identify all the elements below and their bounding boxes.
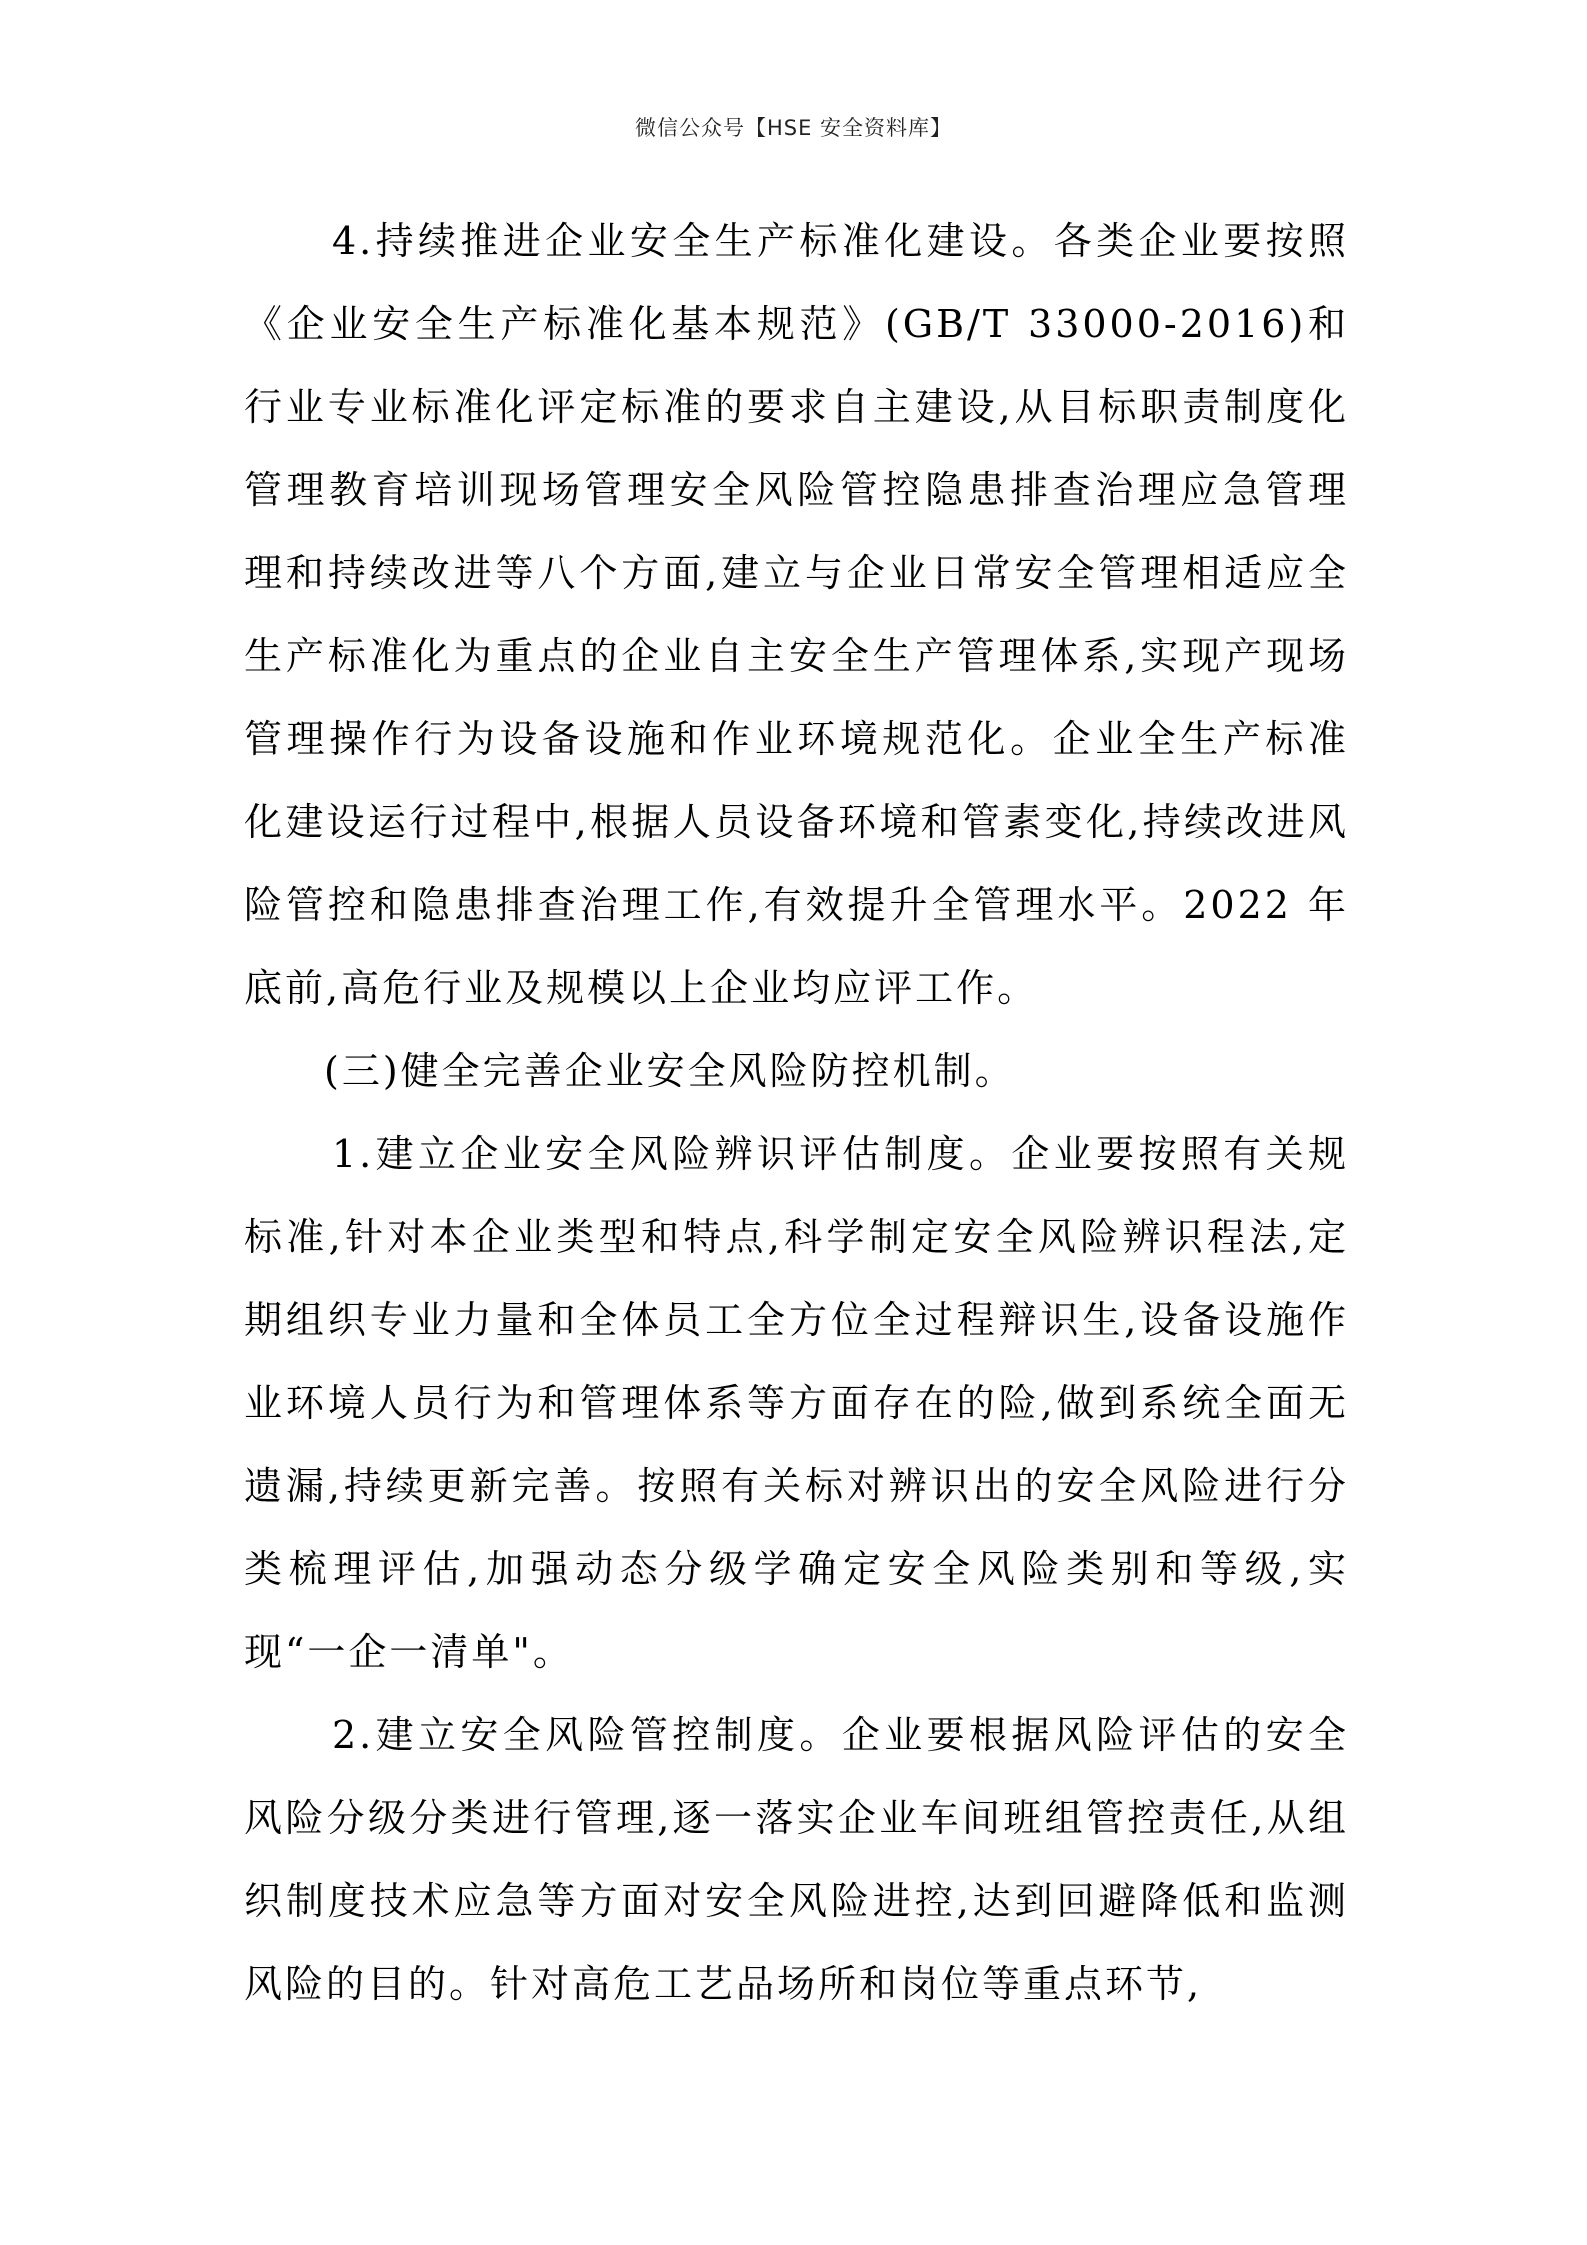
document-body — [244, 200, 1349, 2026]
paragraph-risk-identification: 1.建立企业安全风险辨识评估制度。企业要按照有关规标准,针对本企业类型和特点,科学制定安全风险辨识程法,定期组织专业力量和全体员工全方位全过程辩识生,设备设施作业环境人员行为和管理体系等方面存在的险,做到系统全面无遗漏,持续更新完善。按照有关标对辨识出的安全风险进行分类梳理评估,加强动态分级学确定安全风险类别和等级,实现“一企一清单"。 — [244, 1132, 1349, 1674]
paragraph-standardization: 4.持续推进企业安全生产标准化建设。各类企业要按照《企业安全生产标准化基本规范》(GB/T 33000-2016)和行业专业标准化评定标准的要求自主建设,从目标职责制度化管理教育培训现场管理安全风险管控隐患排查治理应急管理理和持续改进等八个方面,建立与企业日常安全管理相适应全生产标准化为重点的企业自主安全生产管理体系,实现产现场管理操作行为设备设施和作业环境规范化。企业全生产标准化建设运行过程中,根据人员设备环境和管素变化,持续改进风险管控和隐患排查治理工作,有效提升全管理水平。2022 年底前,高危行业及规模以上企业均应评工作。 — [244, 219, 1349, 1010]
page-header-watermark: 微信公众号【HSE 安全资料库】 — [634, 116, 953, 140]
paragraph-risk-management: 2.建立安全风险管控制度。企业要根据风险评估的安全风险分级分类进行管理,逐一落实企业车间班组管控责任,从组织制度技术应急等方面对安全风险进控,达到回避降低和监测风险的目的。针对高危工艺品场所和岗位等重点环节, — [244, 1713, 1349, 2006]
section-heading-risk-control: (三)健全完善企业安全风险防控机制。 — [324, 1049, 1016, 1093]
